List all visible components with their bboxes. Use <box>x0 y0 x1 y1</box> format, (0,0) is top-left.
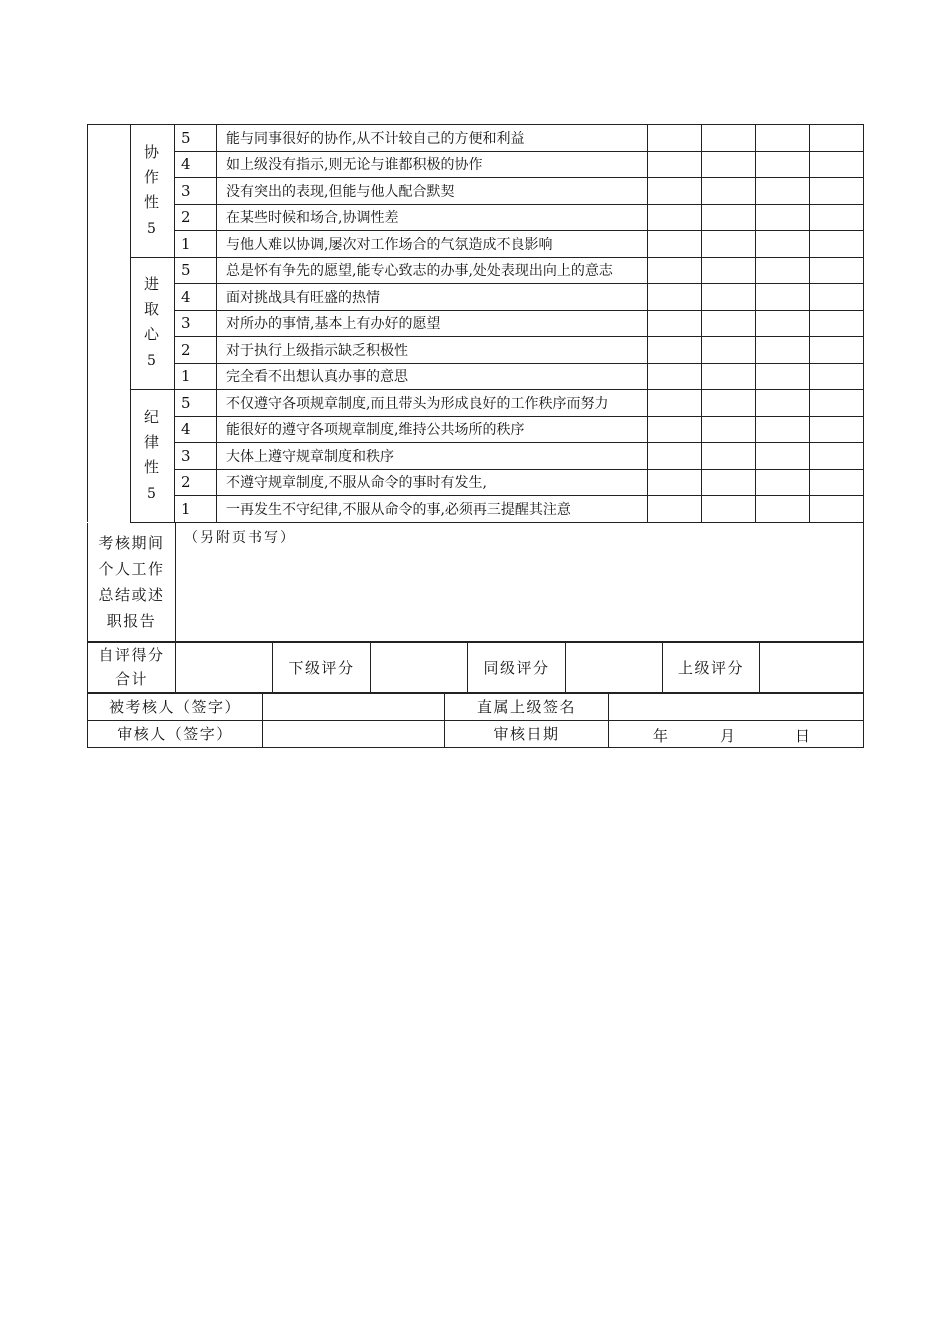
rating-cell[interactable] <box>756 496 810 523</box>
rating-cell[interactable] <box>648 416 702 443</box>
rating-cell[interactable] <box>648 204 702 231</box>
rating-cell[interactable] <box>810 284 864 311</box>
level-description: 能很好的遵守各项规章制度,维持公共场所的秩序 <box>217 416 648 443</box>
criteria-row <box>88 204 864 231</box>
rating-cell[interactable] <box>702 496 756 523</box>
rating-cell[interactable] <box>756 231 810 258</box>
level-description: 不遵守规章制度,不服从命令的事时有发生, <box>217 469 648 496</box>
report-table <box>87 523 864 642</box>
criteria-row <box>88 284 864 311</box>
level-description: 不仅遵守各项规章制度,而且带头为形成良好的工作秩序而努力 <box>217 390 648 417</box>
self-score-field[interactable] <box>176 642 273 692</box>
rating-cell[interactable] <box>756 363 810 390</box>
rating-cell[interactable] <box>702 257 756 284</box>
rating-cell[interactable] <box>702 443 756 470</box>
level-description: 一再发生不守纪律,不服从命令的事,必须再三提醒其注意 <box>217 496 648 523</box>
superior-score-label: 上级评分 <box>663 642 760 692</box>
level-score: 5 <box>175 125 217 152</box>
rating-cell[interactable] <box>810 416 864 443</box>
appraisal-form <box>87 124 863 748</box>
reviewer-signature-field[interactable] <box>263 720 445 747</box>
level-score: 2 <box>175 204 217 231</box>
rating-cell[interactable] <box>648 231 702 258</box>
rating-cell[interactable] <box>810 390 864 417</box>
date-year: 年 <box>653 726 669 745</box>
rating-cell[interactable] <box>702 416 756 443</box>
level-score: 5 <box>175 390 217 417</box>
rating-cell[interactable] <box>702 178 756 205</box>
rating-cell[interactable] <box>648 178 702 205</box>
rating-cell[interactable] <box>810 125 864 152</box>
rating-cell[interactable] <box>648 337 702 364</box>
level-description: 与他人难以协调,屡次对工作场合的气氛造成不良影响 <box>217 231 648 258</box>
rating-cell[interactable] <box>648 284 702 311</box>
supervisor-signature-label: 直属上级签名 <box>445 693 609 720</box>
rating-cell[interactable] <box>810 337 864 364</box>
criteria-row <box>88 416 864 443</box>
level-description: 对于执行上级指示缺乏积极性 <box>217 337 648 364</box>
rating-cell[interactable] <box>648 151 702 178</box>
rating-cell[interactable] <box>756 204 810 231</box>
rating-cell[interactable] <box>648 390 702 417</box>
rating-cell[interactable] <box>810 443 864 470</box>
appraisee-signature-field[interactable] <box>263 693 445 720</box>
rating-cell[interactable] <box>810 257 864 284</box>
report-note: （另附页书写） <box>184 529 296 546</box>
category-group-cell <box>88 125 131 523</box>
criteria-row <box>88 363 864 390</box>
criterion-max-score: 5 <box>147 353 158 370</box>
level-score: 4 <box>175 284 217 311</box>
rating-cell[interactable] <box>648 469 702 496</box>
criterion-max-score: 5 <box>147 485 158 502</box>
criteria-row <box>88 443 864 470</box>
rating-cell[interactable] <box>810 231 864 258</box>
rating-cell[interactable] <box>702 204 756 231</box>
level-score: 1 <box>175 496 217 523</box>
rating-cell[interactable] <box>648 363 702 390</box>
level-score: 2 <box>175 337 217 364</box>
rating-cell[interactable] <box>810 310 864 337</box>
subordinate-score-label: 下级评分 <box>273 642 371 692</box>
level-description: 在某些时候和场合,协调性差 <box>217 204 648 231</box>
review-date-field[interactable] <box>609 720 864 747</box>
level-score: 5 <box>175 257 217 284</box>
criteria-row <box>88 496 864 523</box>
rating-cell[interactable] <box>648 443 702 470</box>
level-score: 4 <box>175 151 217 178</box>
rating-cell[interactable] <box>810 496 864 523</box>
peer-score-label: 同级评分 <box>468 642 566 692</box>
rating-cell[interactable] <box>702 310 756 337</box>
rating-cell[interactable] <box>702 231 756 258</box>
rating-cell[interactable] <box>756 284 810 311</box>
rating-cell[interactable] <box>810 178 864 205</box>
rating-cell[interactable] <box>702 125 756 152</box>
rating-cell[interactable] <box>810 151 864 178</box>
superior-score-field[interactable] <box>760 642 864 692</box>
criterion-name: 协 作 性 5 <box>131 125 175 258</box>
rating-cell[interactable] <box>702 363 756 390</box>
date-month: 月 <box>720 726 736 745</box>
level-score: 2 <box>175 469 217 496</box>
level-description: 对所办的事情,基本上有办好的愿望 <box>217 310 648 337</box>
reviewer-signature-label: 审核人（签字） <box>88 720 263 747</box>
rating-cell[interactable] <box>756 337 810 364</box>
criteria-row <box>88 231 864 258</box>
level-score: 4 <box>175 416 217 443</box>
criteria-row <box>88 151 864 178</box>
level-score: 3 <box>175 178 217 205</box>
criteria-row <box>88 178 864 205</box>
criterion-name: 进 取 心 5 <box>131 257 175 390</box>
appraisee-signature-label: 被考核人（签字） <box>88 693 263 720</box>
rating-cell[interactable] <box>702 337 756 364</box>
level-description: 面对挑战具有旺盛的热情 <box>217 284 648 311</box>
rating-cell[interactable] <box>756 443 810 470</box>
rating-cell[interactable] <box>702 284 756 311</box>
rating-cell[interactable] <box>810 469 864 496</box>
rating-cell[interactable] <box>756 178 810 205</box>
rating-cell[interactable] <box>648 257 702 284</box>
level-description: 能与同事很好的协作,从不计较自己的方便和利益 <box>217 125 648 152</box>
rating-cell[interactable] <box>810 363 864 390</box>
criterion-name: 纪 律 性 5 <box>131 390 175 523</box>
rating-cell[interactable] <box>756 125 810 152</box>
subordinate-score-field[interactable] <box>371 642 468 692</box>
criterion-max-score: 5 <box>147 220 158 237</box>
report-field[interactable] <box>176 523 864 642</box>
rating-cell[interactable] <box>648 310 702 337</box>
rating-cell[interactable] <box>756 257 810 284</box>
rating-cell[interactable] <box>756 469 810 496</box>
score-table <box>87 642 864 693</box>
rating-cell[interactable] <box>702 469 756 496</box>
date-day: 日 <box>795 726 811 745</box>
criteria-row <box>88 469 864 496</box>
level-description: 大体上遵守规章制度和秩序 <box>217 443 648 470</box>
level-description: 完全看不出想认真办事的意思 <box>217 363 648 390</box>
criteria-row <box>88 125 864 152</box>
rating-cell[interactable] <box>702 390 756 417</box>
level-description: 没有突出的表现,但能与他人配合默契 <box>217 178 648 205</box>
level-score: 3 <box>175 443 217 470</box>
criteria-row <box>88 257 864 284</box>
level-score: 1 <box>175 231 217 258</box>
review-date-label: 审核日期 <box>445 720 609 747</box>
criteria-table <box>87 124 864 523</box>
level-description: 如上级没有指示,则无论与谁都积极的协作 <box>217 151 648 178</box>
rating-cell[interactable] <box>756 416 810 443</box>
peer-score-field[interactable] <box>566 642 663 692</box>
criteria-row <box>88 337 864 364</box>
rating-cell[interactable] <box>648 125 702 152</box>
rating-cell[interactable] <box>702 151 756 178</box>
rating-cell[interactable] <box>756 390 810 417</box>
rating-cell[interactable] <box>648 496 702 523</box>
criteria-row <box>88 390 864 417</box>
level-score: 1 <box>175 363 217 390</box>
signature-table <box>87 693 864 748</box>
criteria-row <box>88 310 864 337</box>
supervisor-signature-field[interactable] <box>609 693 864 720</box>
report-label: 考核期间 个人工作 总结或述 职报告 <box>88 523 176 642</box>
self-score-label: 自评得分 合计 <box>88 642 176 692</box>
rating-cell[interactable] <box>756 310 810 337</box>
rating-cell[interactable] <box>756 151 810 178</box>
level-score: 3 <box>175 310 217 337</box>
level-description: 总是怀有争先的愿望,能专心致志的办事,处处表现出向上的意志 <box>217 257 648 284</box>
rating-cell[interactable] <box>810 204 864 231</box>
